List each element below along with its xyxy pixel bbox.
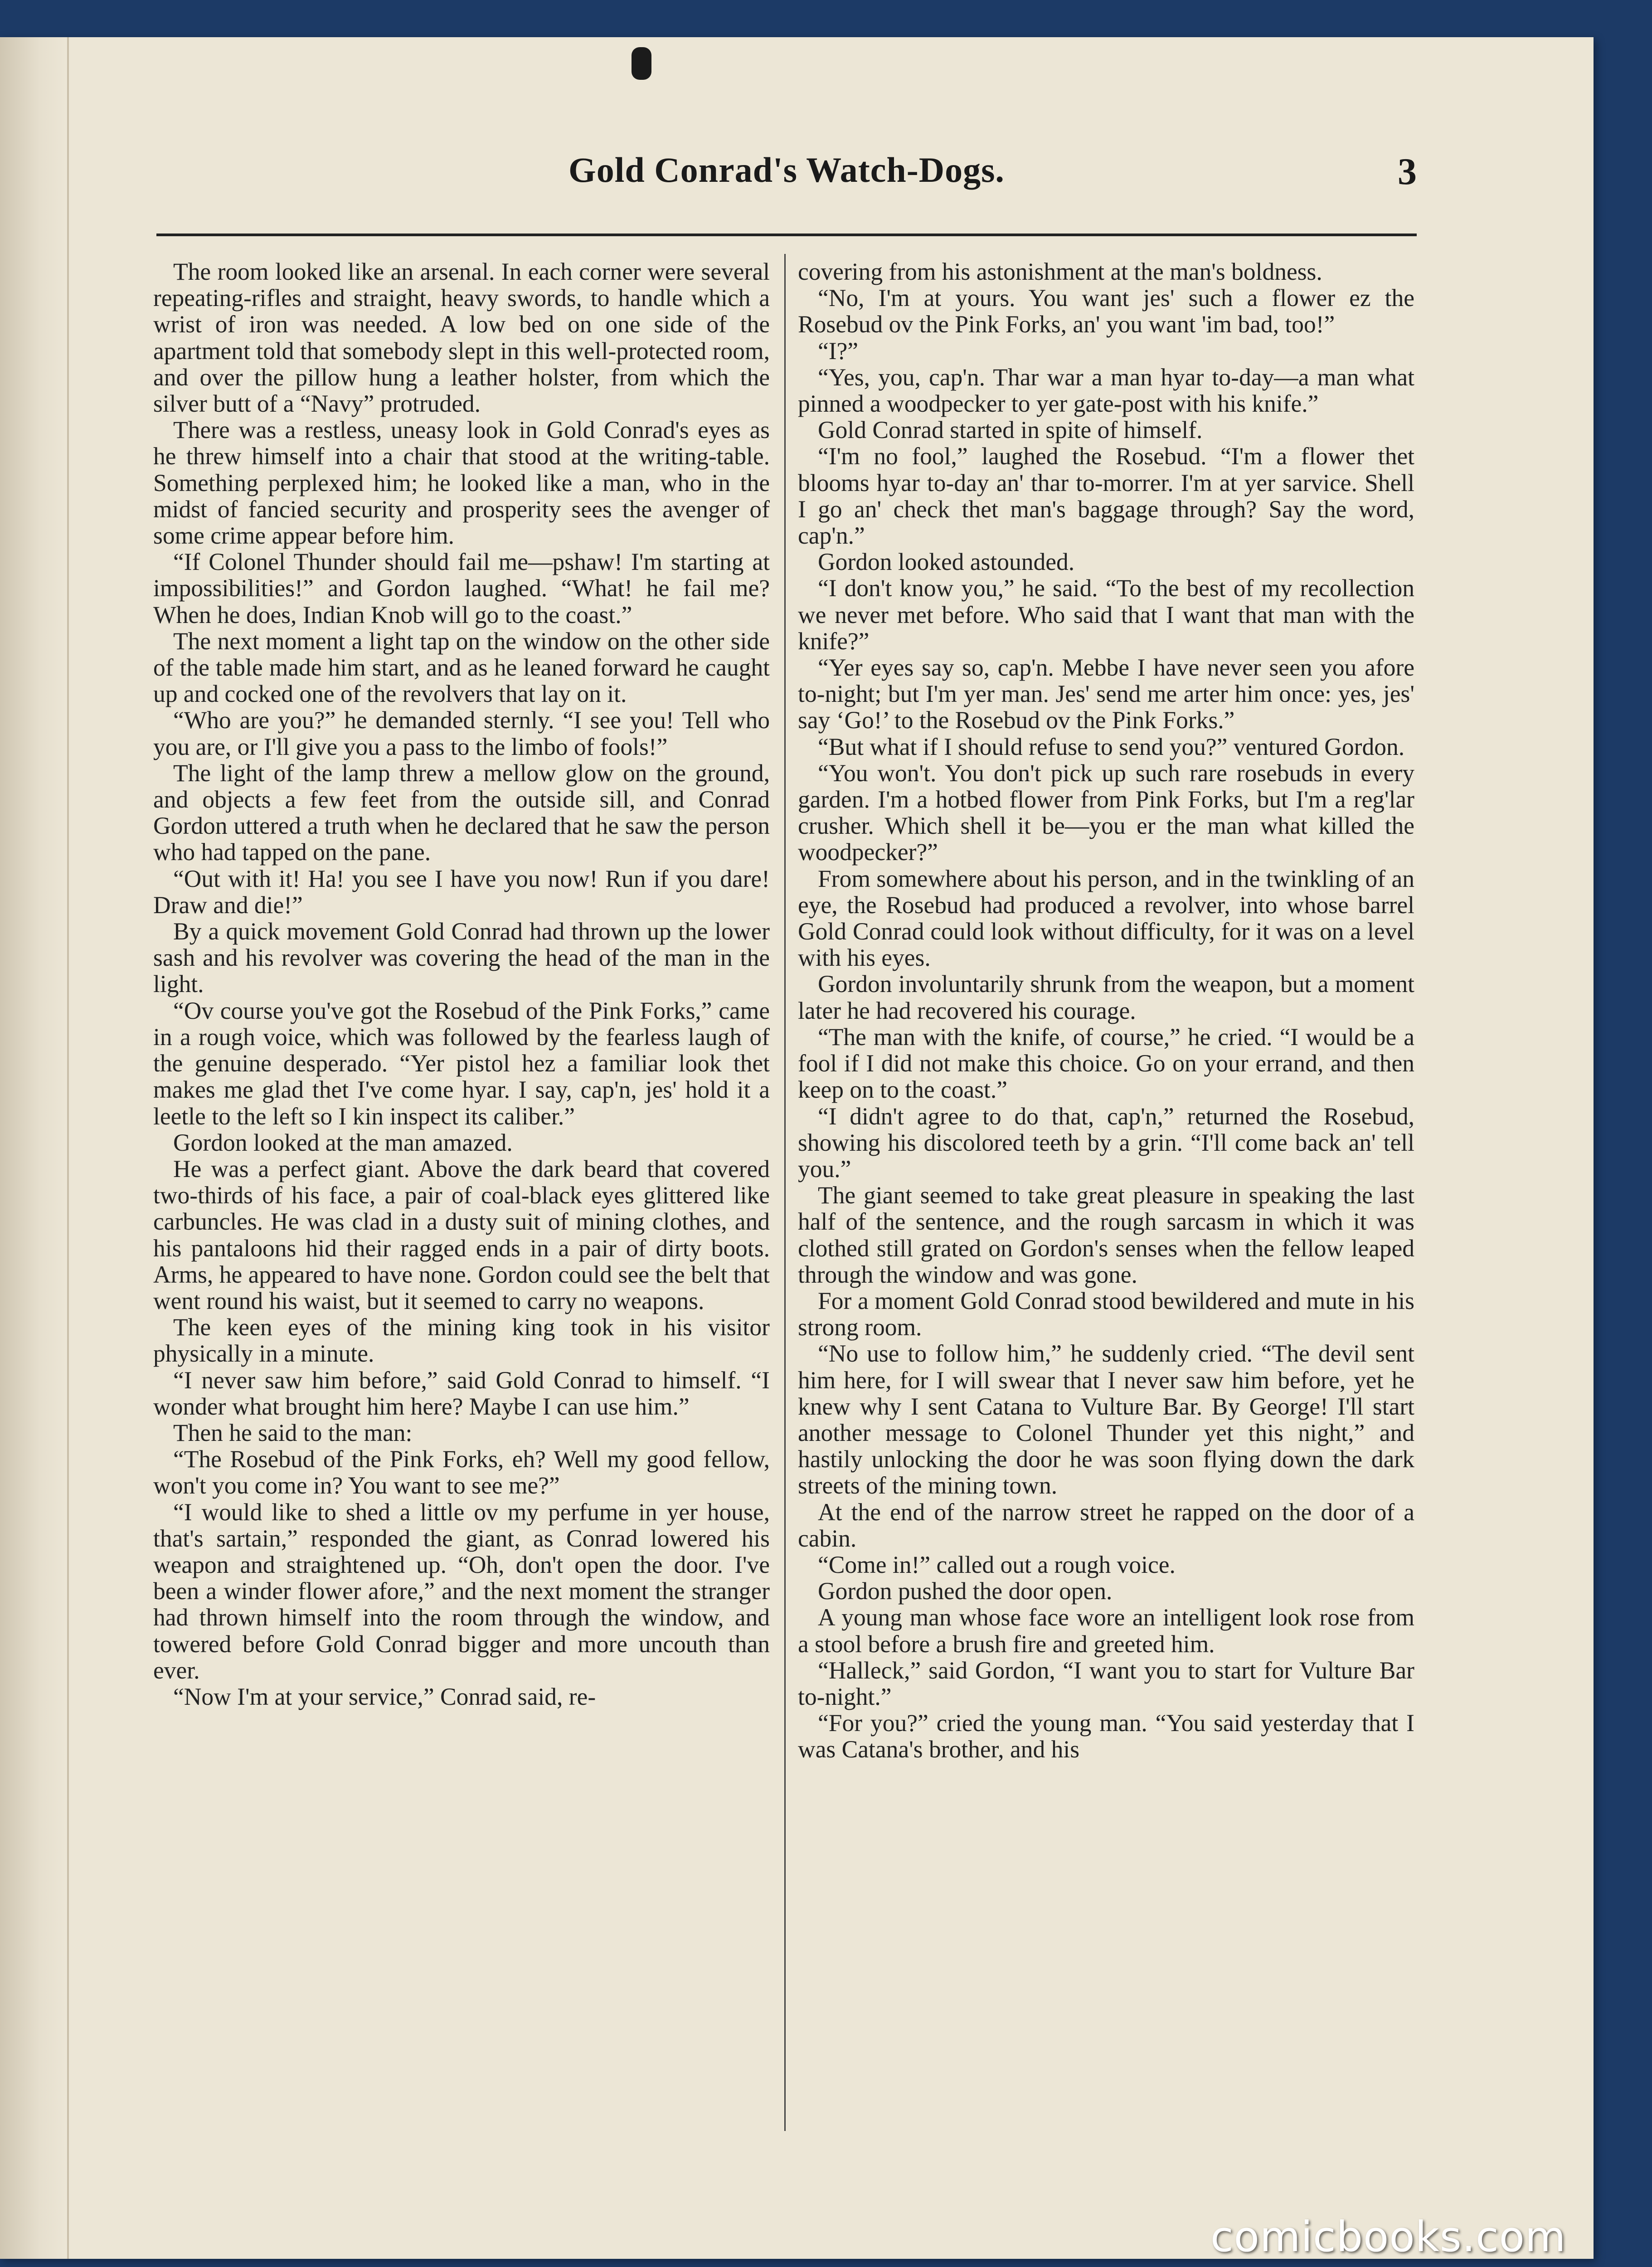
paragraph: “If Colonel Thunder should fail me—pshaw! I'm starting at impossibilities!” and Gordon laughed. “What! he fail me? When he does, Indian Knob will go to the coast.” xyxy=(153,548,770,628)
left-column xyxy=(153,258,770,2140)
paragraph: A young man whose face wore an intelligent look rose from a stool before a brush fire and greeted him. xyxy=(798,1604,1414,1658)
paragraph: At the end of the narrow street he rapped on the door of a cabin. xyxy=(798,1498,1414,1552)
paragraph: “No, I'm at yours. You want jes' such a flower ez the Rosebud ov the Pink Forks, an' you want 'im bad, too!” xyxy=(798,284,1414,338)
site-watermark: comicbooks.com xyxy=(1210,2213,1566,2261)
header-rule xyxy=(156,234,1417,236)
paragraph: “Ov course you've got the Rosebud of the Pink Forks,” came in a rough voice, which was followed by the fearless laugh of the genuine desperado. “Yer pistol hez a familiar look thet makes me glad thet I've come hyar. I say, cap'n, jes' hold it a leetle to the left so I kin inspect its caliber.” xyxy=(153,997,770,1130)
paragraph: “Now I'm at your service,” Conrad said, re- xyxy=(173,1683,596,1710)
paragraph: From somewhere about his person, and in the twinkling of an eye, the Rosebud had produced a revolver, into whose barrel Gold Conrad could look without difficulty, for it was on a level with his eyes. xyxy=(798,865,1414,972)
paragraph: “Halleck,” said Gordon, “I want you to start for Vulture Bar to-night.” xyxy=(798,1656,1414,1710)
right-column xyxy=(798,258,1414,2140)
paragraph: Then he said to the man: xyxy=(173,1419,413,1446)
paragraph: The giant seemed to take great pleasure in speaking the last half of the sentence, and the rough sarcasm in which it was clothed still grated on Gordon's senses when the fellow leaped through the window and was gone. xyxy=(798,1182,1414,1288)
paragraph: The keen eyes of the mining king took in his visitor physically in a minute. xyxy=(153,1313,770,1367)
paragraph: “For you?” cried the young man. “You said yesterday that I was Catana's brother, and his xyxy=(798,1709,1414,1763)
paragraph: covering from his astonishment at the man's boldness. xyxy=(798,258,1322,285)
paragraph: “Yer eyes say so, cap'n. Mebbe I have never seen you afore to-night; but I'm yer man. Jes' send me arter him once: yes, jes' say ‘Go!’ to the Rosebud ov the Pink Forks.” xyxy=(798,654,1414,734)
paragraph: “The man with the knife, of course,” he cried. “I would be a fool if I did not make this choice. Go on your errand, and then keep on to the coast.” xyxy=(798,1023,1414,1104)
paragraph: “I?” xyxy=(818,337,859,365)
paragraph: He was a perfect giant. Above the dark beard that covered two-thirds of his face, a pair of coal-black eyes glittered like carbuncles. He was clad in a dusty suit of mining clothes, and his pantaloons hid their ragged ends in a pair of dirty boots. Arms, he appeared to have none. Gordon could see the belt that went round his waist, but it seemed to carry no weapons. xyxy=(153,1155,770,1314)
paragraph: “I didn't agree to do that, cap'n,” returned the Rosebud, showing his discolored teeth by a grin. “I'll come back an' tell you.” xyxy=(798,1102,1414,1182)
paragraph: The room looked like an arsenal. In each corner were several repeating-rifles and straight, heavy swords, to handle which a wrist of iron was needed. A low bed on one side of the apartment told that somebody slept in this well-protected room, and over the pillow hung a leather holster, from which the silver butt of a “Navy” protruded. xyxy=(153,258,770,418)
paragraph: Gordon looked at the man amazed. xyxy=(173,1129,513,1156)
paragraph: For a moment Gold Conrad stood bewildered and mute in his strong room. xyxy=(798,1287,1414,1341)
paragraph: Gordon pushed the door open. xyxy=(818,1577,1113,1605)
paragraph: “I don't know you,” he said. “To the best of my recollection we never met before. Who said that I want that man with the knife?” xyxy=(798,574,1414,655)
paragraph: “Who are you?” he demanded sternly. “I see you! Tell who you are, or I'll give you a pass to the limbo of fools!” xyxy=(153,706,770,760)
paragraph: “I'm no fool,” laughed the Rosebud. “I'm a flower thet blooms hyar to-day an' thar to-morrer. I'm at yer sarvice. Shell I go an' check thet man's baggage through? Say the word, cap'n.” xyxy=(798,443,1414,550)
paragraph: “Out with it! Ha! you see I have you now! Run if you dare! Draw and die!” xyxy=(153,865,770,919)
paragraph: Gordon involuntarily shrunk from the weapon, but a moment later he had recovered his courage. xyxy=(798,970,1414,1024)
running-title: Gold Conrad's Watch-Dogs. xyxy=(568,150,1005,190)
paragraph: The next moment a light tap on the window on the other side of the table made him start, and as he leaned forward he caught up and cocked one of the revolvers that lay on it. xyxy=(153,627,770,708)
staple-mark xyxy=(632,47,651,80)
page-number: 3 xyxy=(1398,151,1417,193)
paragraph: By a quick movement Gold Conrad had thrown up the lower sash and his revolver was covering the head of the man in the light. xyxy=(153,918,770,998)
paragraph: Gordon looked astounded. xyxy=(818,548,1075,576)
paragraph: “The Rosebud of the Pink Forks, eh? Well my good fellow, won't you come in? You want to see me?” xyxy=(153,1445,770,1499)
paragraph: “Yes, you, cap'n. Thar war a man hyar to-day—a man what pinned a woodpecker to yer gate-post with his knife.” xyxy=(798,363,1414,418)
column-divider xyxy=(784,254,786,2131)
paragraph: “I would like to shed a little ov my perfume in yer house, that's sartain,” responded the giant, as Conrad lowered his weapon and straightened up. “Oh, don't open the door. I've been a winder flower afore,” and the next moment the stranger had thrown himself into the room through the window, and towered before Gold Conrad bigger and more uncouth than ever. xyxy=(153,1498,770,1684)
paragraph: “Come in!” called out a rough voice. xyxy=(818,1551,1176,1578)
paragraph: Gold Conrad started in spite of himself. xyxy=(818,416,1203,444)
paragraph: The light of the lamp threw a mellow glow on the ground, and objects a few feet from the outside sill, and Conrad Gordon uttered a truth when he declared that he saw the person who had tapped on the pane. xyxy=(153,759,770,866)
paragraph: “But what if I should refuse to send you?” ventured Gordon. xyxy=(818,733,1405,760)
paragraph: “You won't. You don't pick up such rare rosebuds in every garden. I'm a hotbed flower from Pink Forks, but I'm a reg'lar crusher. Which shell it be—you er the man what killed the woodpecker?” xyxy=(798,759,1414,866)
paragraph: There was a restless, uneasy look in Gold Conrad's eyes as he threw himself into a chair that stood at the writing-table. Something perplexed him; he looked like a man, who in the midst of fancied security and prosperity sees the avenger of some crime appear before him. xyxy=(153,416,770,550)
paragraph: “I never saw him before,” said Gold Conrad to himself. “I wonder what brought him here? Maybe I can use him.” xyxy=(153,1366,770,1420)
page-header xyxy=(156,150,1417,209)
paragraph: “No use to follow him,” he suddenly cried. “The devil sent him here, for I will swear that I never saw him before, yet he knew why I sent Catana to Vulture Bar. By George! I'll start another message to Colonel Thunder yet this night,” and hastily unlocking the door he was soon flying down the dark streets of the mining town. xyxy=(798,1340,1414,1499)
page-binding-edge xyxy=(0,37,69,2259)
